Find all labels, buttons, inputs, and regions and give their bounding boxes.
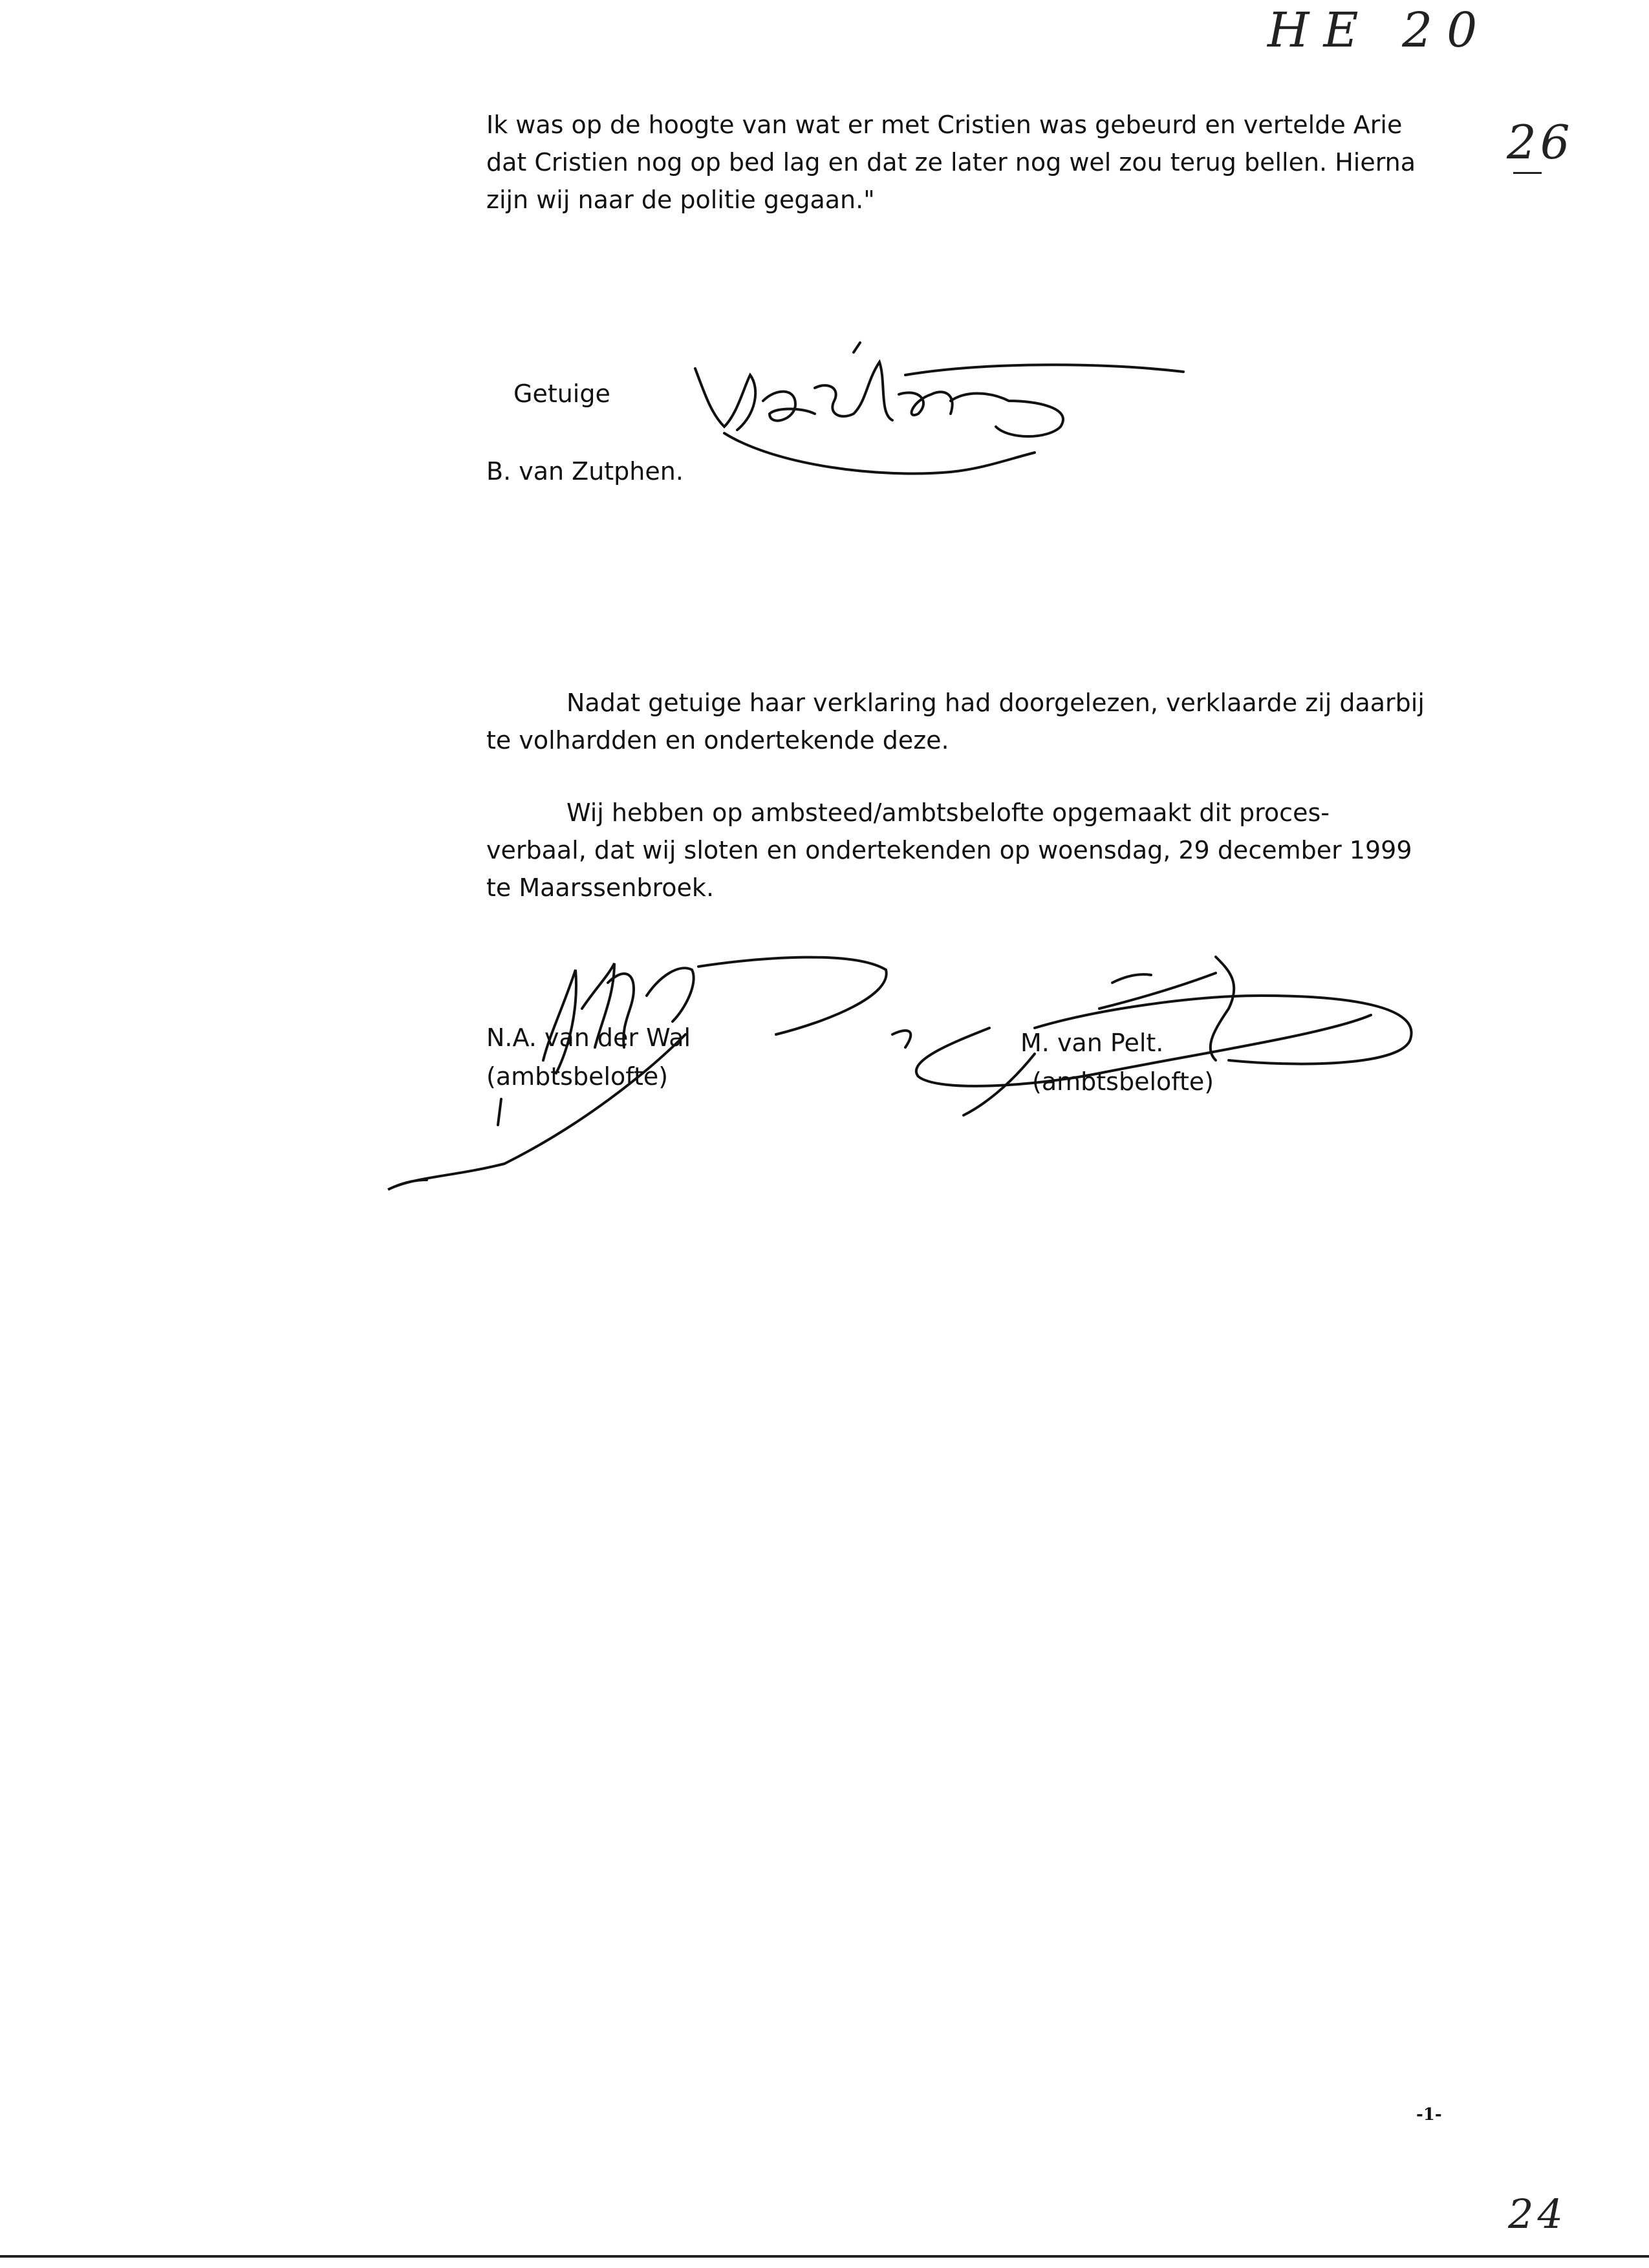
officer-2-name: M. van Pelt. xyxy=(1020,1029,1164,1057)
officer-1-capacity: (ambtsbelofte) xyxy=(486,1062,669,1091)
witness-label: Getuige xyxy=(513,380,610,408)
officer-2-capacity: (ambtsbelofte) xyxy=(1032,1067,1214,1096)
handwritten-annotation-margin: 26 xyxy=(1507,115,1574,169)
handwritten-annotation-top: HE 20 xyxy=(1267,3,1492,58)
officer-1-name: N.A. van der Wal xyxy=(486,1023,691,1052)
closing-paragraph-1: Nadat getuige haar verklaring had doorgelezen, verklaarde zij daarbij te volhardden en ondertekende deze. xyxy=(486,689,1425,754)
bottom-border-line xyxy=(0,2255,1649,2258)
annotation-underline xyxy=(1513,172,1542,174)
closing-paragraph-2: Wij hebben op ambsteed/ambtsbelofte opgemaakt dit proces- verbaal, dat wij sloten en ondertekenden op woensdag, 29 december 1999 te Maarssenbroek. xyxy=(486,798,1412,902)
handwritten-annotation-bottom: 24 xyxy=(1508,2190,1567,2238)
witness-name: B. van Zutphen. xyxy=(486,457,684,486)
statement-paragraph: Ik was op de hoogte van wat er met Cristien was gebeurd en vertelde Arie dat Cristien nog op bed lag en dat ze later nog wel zou terug bellen. Hierna zijn wij naar de politie gegaan." xyxy=(486,111,1416,214)
witness-signature xyxy=(695,343,1183,474)
page-number: -1- xyxy=(1416,2105,1442,2124)
